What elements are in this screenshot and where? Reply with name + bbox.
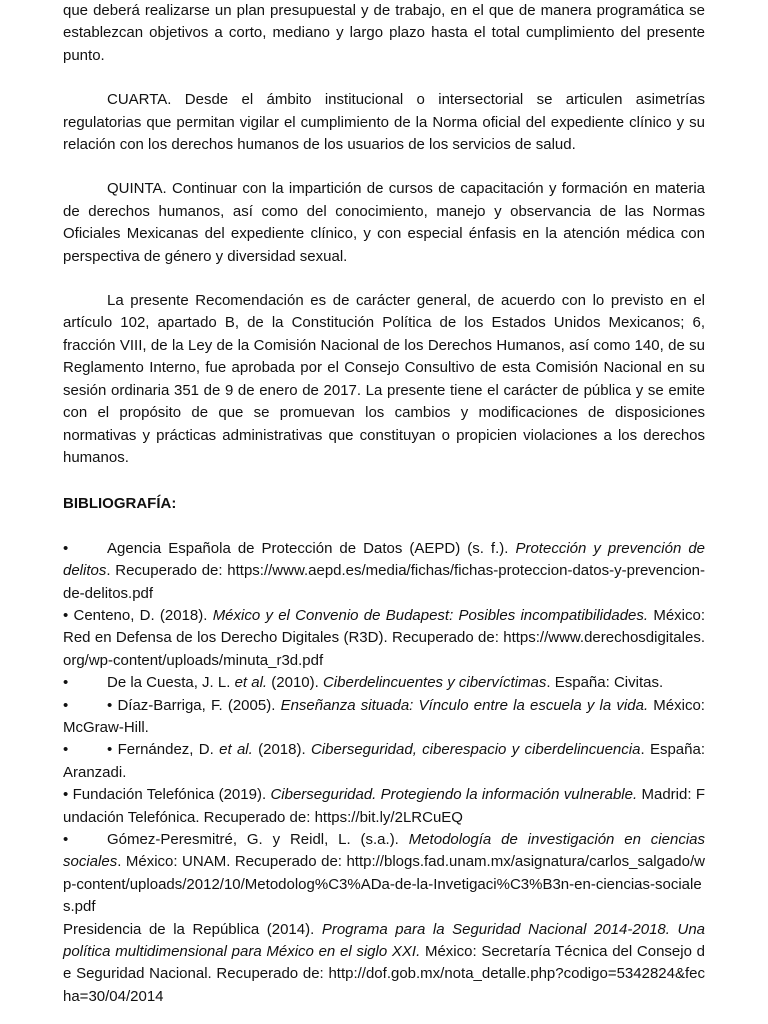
paragraph-continuation: que deberá realizarse un plan presupuestal y de trabajo, en el que de manera programática se establezcan objetivos a corto, mediano y largo plazo hasta el total cumplimiento del presente punto. [63,2,705,64]
bullet-icon: • [63,741,69,759]
bullet-icon: • [63,786,69,804]
reference-item: • Agencia Española de Protección de Datos (AEPD) (s. f.). Protección y prevención de delitos. Recuperado de: https://www.aepd.es/media/fichas/fichas-proteccion-datos-y-prevencion-de-delitos.pdf [63,539,706,602]
paragraph-quinta: QUINTA. Continuar con la impartición de cursos de capacitación y formación en materia de derechos humanos, así como del conocimiento, manejo y observancia de las Normas Oficiales Mexicanas del expediente clínico, y con especial énfasis en la atención médica con perspectiva de género y diversidad sexual. [63,180,705,265]
bullet-icon: • [63,831,69,848]
bibliography-heading: BIBLIOGRAFÍA: [63,495,177,513]
reference-item: Presidencia de la República (2014). Programa para la Seguridad Nacional 2014-2018. Una política multidimensional para México en el siglo XXI. México: Secretaría Técnica del Consejo de Seguridad Nacional. Recuperado de: http://dof.gob.mx/nota_detalle.php?codigo=5342824&fecha=30/04/2014 [63,920,706,1005]
reference-item: • Centeno, D. (2018). México y el Convenio de Budapest: Posibles incompatibilidades. México: Red en Defensa de los Derecho Digitales (R3D). Recuperado de: https://www.derechosdigitales.org/wp-content/uploads/minuta_r3d.pdf [63,606,705,669]
reference-item: • Gómez-Peresmitré, G. y Reidl, L. (s.a.). Metodología de investigación en ciencias sociales. México: UNAM. Recuperado de: http://blogs.fad.unam.mx/asignatura/carlos_salgado/wp-content/uploads/2012/10/Metodolog%C3%ADa-de-la-Invetigaci%C3%B3n-en-ciencias-sociales.pdf [63,831,705,916]
reference-item: • • Díaz-Barriga, F. (2005). Enseñanza situada: Vínculo entre la escuela y la vida. México: McGraw-Hill. [63,696,705,736]
bullet-icon: • [63,539,69,557]
bullet-icon: • [63,674,69,692]
reference-item: • Fundación Telefónica (2019). Ciberseguridad. Protegiendo la información vulnerable. Madrid: Fundación Telefónica. Recuperado de: https://bit.ly/2LRCuEQ [63,786,705,826]
paragraph-general-recommendation: La presente Recomendación es de carácter general, de acuerdo con lo previsto en el artículo 102, apartado B, de la Constitución Política de los Estados Unidos Mexicanos; 6, fracción VIII, de la Ley de la Comisión Nacional de los Derechos Humanos, así como 140, de su Reglamento Interno, fue aprobada por el Consejo Consultivo de esta Comisión Nacional en su sesión ordinaria 351 de 9 de enero de 2017. La presente tiene el carácter de pública y se emite con el propósito de que se promuevan los cambios y modificaciones de disposiciones normativas y prácticas administrativas que constituyan o propicien violaciones a los derechos humanos. [63,292,705,466]
reference-item: • De la Cuesta, J. L. et al. (2010). Ciberdelincuentes y cibervíctimas. España: Civitas. [63,672,705,694]
paragraph-cuarta: CUARTA. Desde el ámbito institucional o intersectorial se articulen asimetrías regulatorias que permitan vigilar el cumplimiento de la Norma oficial del expediente clínico y su relación con los derechos humanos de los usuarios de los servicios de salud. [63,91,705,154]
bullet-icon: • [63,696,69,714]
reference-item: • • Fernández, D. et al. (2018). Ciberseguridad, ciberespacio y ciberdelincuencia. España: Aranzadi. [63,741,705,781]
bibliography-list [63,538,705,1009]
